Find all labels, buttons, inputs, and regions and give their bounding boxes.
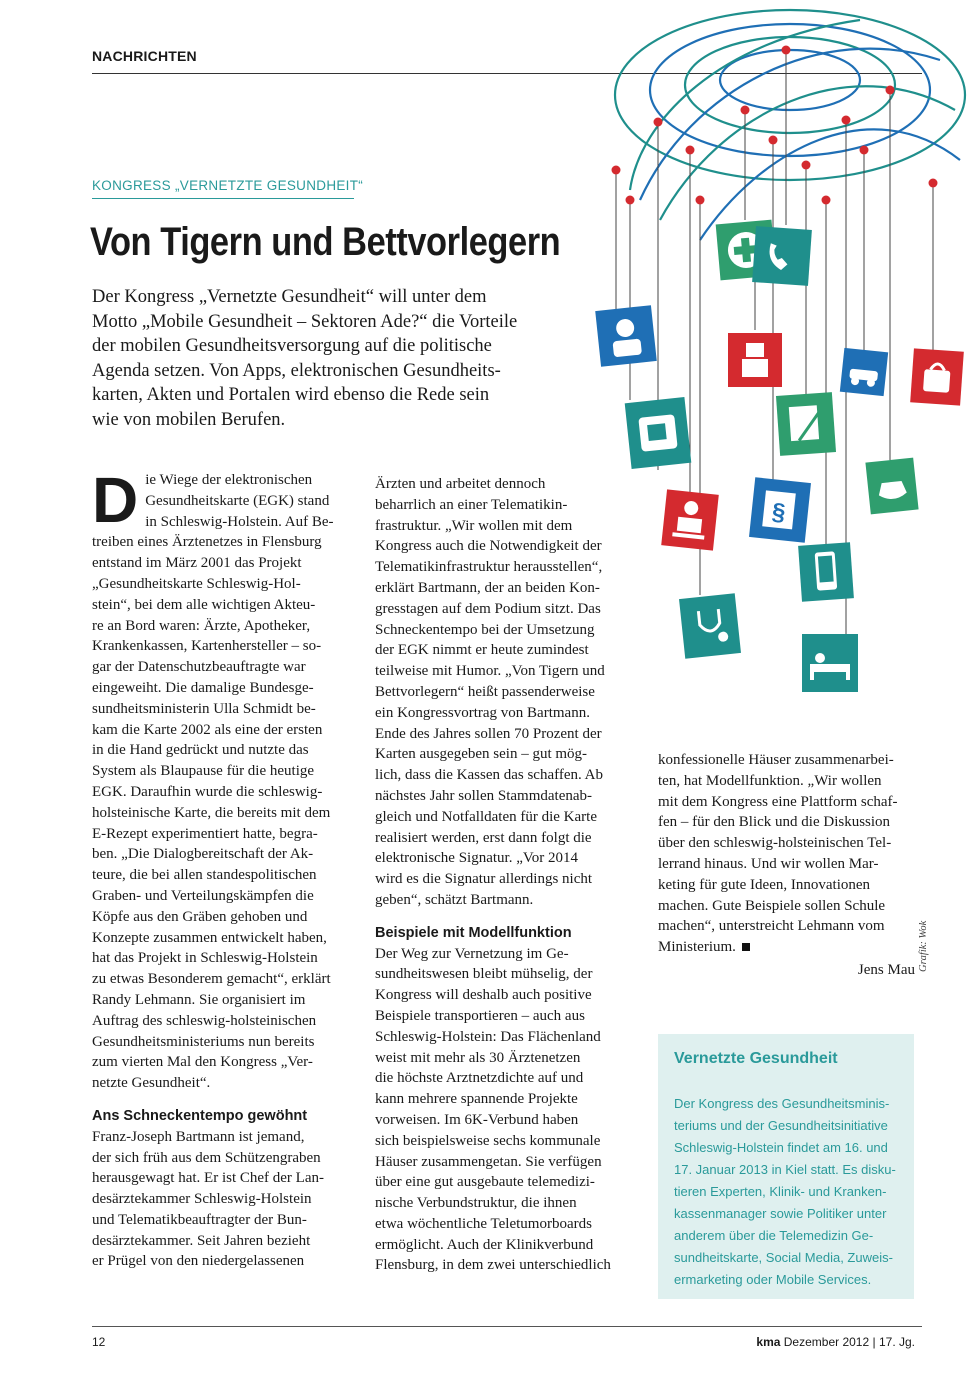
text-line: ermarketing oder Mobile Services. <box>674 1272 872 1287</box>
footer-issue <box>756 1335 915 1349</box>
text-line: Agenda setzen. Von Apps, elektronischen Gesundheits- <box>92 360 501 381</box>
brand-logo: kma <box>756 1335 781 1349</box>
text-line: erklärt Bartmann, der an beiden Kon- <box>375 579 600 596</box>
patient-bed-icon <box>802 634 858 692</box>
text-line: vorweisen. Im 6K-Verbund haben <box>375 1111 579 1128</box>
text-line: karten, Akten und Portalen wird ebenso die Rede sein <box>92 385 490 406</box>
text-line: nische Verbundstruktur, die ihnen <box>375 1195 577 1212</box>
emergency-phone-icon <box>752 226 812 286</box>
text-line: stein“, bei dem alle wichtigen Akteu- <box>92 596 316 613</box>
text-line: sundheitsministerin Ulla Schmidt be- <box>92 700 316 717</box>
text-line: gresstagen auf dem Podium sitzt. Das <box>375 600 601 617</box>
text-line: zu etwas Besonderem gemacht“, erklärt <box>92 971 331 988</box>
text-line: re an Bord waren: Ärzte, Apotheker, <box>92 617 311 634</box>
article-column-2 <box>375 474 631 1276</box>
article-column-3 <box>658 750 915 981</box>
document-pen-icon <box>776 392 836 456</box>
person-laptop-icon <box>661 489 719 550</box>
text-line: Telematikinfrastruktur herausstellen“, <box>375 559 603 576</box>
text-line: ermöglicht. Auch der Klinikverbund <box>375 1236 594 1253</box>
text-line: beharrlich an einer Telematikin- <box>375 496 568 513</box>
column-1-text <box>92 464 349 1094</box>
text-line: teilweise mit Humor. „Von Tigern und <box>375 663 605 680</box>
person-in-chair-icon <box>595 305 657 367</box>
car-icon <box>840 348 888 396</box>
text-line: keting für gute Ideen, Innovationen <box>658 876 871 893</box>
text-line: machen. Gute Beispiele sollen Schule <box>658 897 886 914</box>
subhead-schneckentempo: Ans Schneckentempo gewöhnt <box>92 1107 308 1124</box>
text-line: machen“, unterstreicht Lehmann vom <box>658 918 885 935</box>
text-line: nächstes Jahr sollen Stammdatenab- <box>375 787 593 804</box>
bottom-rule <box>92 1326 922 1327</box>
text-line: netzte Gesundheit“. <box>92 1075 211 1092</box>
text-line: wie von mobilen Berufen. <box>92 409 286 430</box>
graphic-credit: Grafik: Wok <box>918 920 929 972</box>
info-box-body <box>674 1093 904 1291</box>
text-line: Motto „Mobile Gesundheit – Sektoren Ade?“ die Vorteile <box>92 311 518 332</box>
footer-separator: | <box>872 1335 876 1349</box>
page-number: 12 <box>92 1335 106 1349</box>
text-line: konfessionelle Häuser zusammenarbei- <box>658 752 894 768</box>
info-box <box>658 1034 914 1299</box>
text-line: Der Kongress des Gesundheitsminis- <box>674 1096 890 1111</box>
text-line: ten, hat Modellfunktion. „Wir wollen <box>658 772 882 789</box>
text-line: in die Hand gedrückt und nutzte das <box>92 742 309 759</box>
text-line: die höchste Arztnetzdichte auf und <box>375 1070 584 1087</box>
column-3-text <box>658 750 915 958</box>
text-line: EGK. Daraufhin wurde die schleswig- <box>92 783 323 800</box>
text-line: der EGK nimmt er heute zumindest <box>375 642 589 659</box>
section-label: NACHRICHTEN <box>92 48 197 64</box>
author-name: Jens Mau <box>857 961 915 978</box>
text-line: Gesundheitsministeriums nun bereits <box>92 1033 315 1050</box>
text-line: desärztekammer Schleswig-Holstein <box>92 1191 312 1208</box>
text-line: entstand im März 2001 das Projekt <box>92 555 302 572</box>
text-line: Bettvorlegern“ heißt passenderweise <box>375 683 595 700</box>
text-line: kassenmanager sowie Politiker unter <box>674 1206 887 1221</box>
text-line: Köpfe aus den Gräben gehoben und <box>92 908 308 925</box>
text-line: mit dem Kongress eine Plattform schaf- <box>658 793 898 810</box>
article-column-1 <box>92 464 349 1272</box>
subhead-modellfunktion: Beispiele mit Modellfunktion <box>375 924 572 941</box>
text-line: realisiert werden, erst dann folgt die <box>375 829 592 846</box>
text-line: Auftrag des schleswig-holsteinischen <box>92 1012 317 1029</box>
column-1b-text <box>92 1127 349 1273</box>
article-author <box>658 960 915 981</box>
text-line: eingeweiht. Die damalige Bundesge- <box>92 679 314 696</box>
text-line: fen – für den Blick und die Diskussion <box>658 814 891 831</box>
smartphone-icon <box>798 542 854 601</box>
text-line: gar der Datenschutzbeauftragte war <box>92 659 306 676</box>
text-line: ein Kongressvortrag von Bartmann. <box>375 704 590 721</box>
text-line: kam die Karte 2002 als eine der ersten <box>92 721 323 738</box>
text-line: Der Kongress „Vernetzte Gesundheit“ will unter dem <box>92 287 487 307</box>
text-line: holsteinische Karte, die bereits mit dem <box>92 804 331 821</box>
text-line: zum vierten Mal den Kongress „Ver- <box>92 1054 313 1071</box>
text-line: etwa wöchentliche Teletumorboards <box>375 1215 592 1232</box>
text-line: Kongress auch die Notwendigkeit der <box>375 538 602 555</box>
text-line: sich beispielsweise sechs kommunale <box>375 1132 601 1149</box>
text-line: Häuser zusammengetan. Sie verfügen <box>375 1153 602 1170</box>
text-line: Krankenkassen, Kartenhersteller – so- <box>92 638 322 655</box>
article-kicker: KONGRESS „VERNETZTE GESUNDHEIT“ <box>92 178 364 193</box>
text-line: weist mit mehr als 30 Ärztenetzen <box>375 1049 581 1066</box>
text-line: Konzepte zusammen entwickelt haben, <box>92 929 327 946</box>
text-line: Ministerium. <box>658 937 915 958</box>
hand-ship-icon <box>865 458 918 515</box>
text-line: E-Rezept experimentiert hatte, begra- <box>92 825 318 842</box>
text-line: kann mehrere spannende Projekte <box>375 1091 578 1108</box>
text-line: geben“, schätzt Bartmann. <box>375 891 534 908</box>
text-line: Schleswig-Holstein findet am 16. und <box>674 1140 888 1155</box>
text-line: Randy Lehmann. Sie organisiert im <box>92 991 306 1008</box>
text-line: Graben- und Verteilungskämpfen die <box>92 887 314 904</box>
text-line: Der Weg zur Vernetzung im Ge- <box>375 945 569 962</box>
dropcap: D <box>92 464 139 536</box>
stethoscope-icon <box>679 593 741 659</box>
text-line: ie Wiege der elektronischen <box>145 472 313 488</box>
text-line: Ende des Jahres sollen 70 Prozent der <box>375 725 602 742</box>
text-line: über eine gut ausgebaute telemedizi- <box>375 1174 595 1191</box>
text-line: teriums und der Gesundheitsinitiative <box>674 1118 888 1133</box>
text-line: Gesundheitskarte (EGK) stand <box>145 492 330 509</box>
text-line: er Prügel von den niedergelassenen <box>92 1253 305 1270</box>
text-line: Flensburg, in dem zwei unterschiedlich <box>375 1257 611 1274</box>
issue-date: Dezember 2012 <box>783 1335 870 1349</box>
text-line: treiben eines Ärztenetzes in Flensburg <box>92 534 322 551</box>
text-line: frastruktur. „Wir wollen mit dem <box>375 517 573 534</box>
text-line: gleich und Notfalldaten für die Karte <box>375 808 597 825</box>
end-mark <box>742 943 750 951</box>
column-2-text <box>375 474 631 911</box>
text-line: System als Blaupause für die heutige <box>92 763 315 780</box>
law-book-icon <box>749 477 811 543</box>
text-line: über den schleswig-holsteinischen Tel- <box>658 835 892 852</box>
info-box-title: Vernetzte Gesundheit <box>674 1050 838 1067</box>
health-card-chip-icon <box>625 397 692 469</box>
text-line: Schleswig-Holstein: Das Flächenland <box>375 1028 601 1045</box>
article-lead <box>92 285 547 433</box>
text-line: lerrand hinaus. Und wir wollen Mar- <box>658 855 879 872</box>
kicker-rule <box>92 198 354 199</box>
handbag-icon <box>910 348 964 405</box>
text-line: in Schleswig-Holstein. Auf Be- <box>145 513 334 530</box>
robot-icon <box>728 333 782 387</box>
text-line: sundheitskarte, Social Media, Zuweis- <box>674 1250 893 1265</box>
text-line: tieren Experten, Klinik- und Kranken- <box>674 1184 887 1199</box>
article-headline: Von Tigern und Bettvorlegern <box>90 220 561 264</box>
text-line: Karten ausgegeben sein – gut mög- <box>375 746 588 763</box>
text-line: der mobilen Gesundheitsversorgung auf die politische <box>92 336 492 357</box>
volume: 17. Jg. <box>878 1335 915 1349</box>
text-line: hat das Projekt in Schleswig-Holstein <box>92 950 318 967</box>
text-line: wird es die Signatur allerdings nicht <box>375 871 593 888</box>
text-line: anderem über die Telemedizin Ge- <box>674 1228 874 1243</box>
text-line: 17. Januar 2013 in Kiel statt. Es disku- <box>674 1162 896 1177</box>
text-line: elektronische Signatur. „Vor 2014 <box>375 850 579 867</box>
text-line: sundheitswesen bleibt mühselig, der <box>375 966 593 983</box>
text-line: desärztekammer. Seit Jahren bezieht <box>92 1232 311 1249</box>
text-line: Ärzten und arbeitet dennoch <box>375 476 546 492</box>
text-line: herausgewagt hat. Er ist Chef der Lan- <box>92 1170 324 1187</box>
text-line: Beispiele transportieren – auch aus <box>375 1007 585 1024</box>
text-line: Franz-Joseph Bartmann ist jemand, <box>92 1128 305 1145</box>
column-2b-text <box>375 944 631 1277</box>
text-line: teure, die bei allen standespolitischen <box>92 867 317 884</box>
text-line: Schneckentempo bei der Umsetzung <box>375 621 595 638</box>
text-line: „Gesundheitskarte Schleswig-Hol- <box>92 575 301 592</box>
text-line: Kongress will deshalb auch positive <box>375 987 592 1004</box>
text-line: der sich früh aus dem Schützengraben <box>92 1149 321 1166</box>
svg-text:§: § <box>770 498 787 527</box>
text-line: ben. „Die Dialogbereitschaft der Ak- <box>92 846 314 863</box>
text-line: lich, dass die Kassen das schaffen. Ab <box>375 767 604 784</box>
text-line: und Telematikbeauftragter der Bun- <box>92 1211 307 1228</box>
